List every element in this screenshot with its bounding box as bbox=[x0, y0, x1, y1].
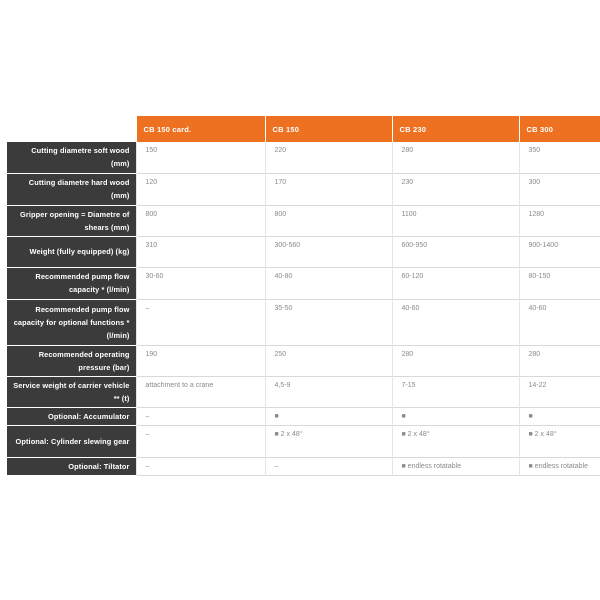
model-header-cb150-card: CB 150 card. bbox=[136, 116, 265, 142]
table-cell: 250 bbox=[265, 345, 392, 376]
table-cell: 1280 bbox=[519, 205, 600, 236]
row-label: Gripper opening = Diametre of shears (mm) bbox=[7, 205, 136, 236]
table-row bbox=[7, 205, 600, 236]
table-cell: 300 bbox=[519, 173, 600, 205]
table-cell: 280 bbox=[392, 142, 519, 173]
row-label: Recommended pump flow capacity * (l/min) bbox=[7, 267, 136, 299]
table-row bbox=[7, 407, 600, 425]
table-cell: 230 bbox=[392, 173, 519, 205]
table-cell: ■ 2 x 48° bbox=[265, 425, 392, 457]
table-cell: 310 bbox=[136, 236, 265, 267]
table-cell: – bbox=[265, 457, 392, 475]
table-cell: 35-50 bbox=[265, 299, 392, 345]
table-cell: – bbox=[136, 299, 265, 345]
table-cell: 7-15 bbox=[392, 376, 519, 407]
table-cell: 220 bbox=[265, 142, 392, 173]
model-header-cb150: CB 150 bbox=[265, 116, 392, 142]
row-label: Optional: Cylinder slewing gear bbox=[7, 425, 136, 457]
table-cell: 80-150 bbox=[519, 267, 600, 299]
table-cell: 800 bbox=[265, 205, 392, 236]
table-row bbox=[7, 236, 600, 267]
model-header-cb230: CB 230 bbox=[392, 116, 519, 142]
table-cell: 190 bbox=[136, 345, 265, 376]
table-row bbox=[7, 457, 600, 475]
row-label: Recommended operating pressure (bar) bbox=[7, 345, 136, 376]
model-header-cb300: CB 300 bbox=[519, 116, 600, 142]
table-cell: 40-60 bbox=[519, 299, 600, 345]
table-cell: 60-120 bbox=[392, 267, 519, 299]
table-cell: 40-80 bbox=[265, 267, 392, 299]
table-cell: 300-560 bbox=[265, 236, 392, 267]
table-cell: 120 bbox=[136, 173, 265, 205]
table-cell: 30-60 bbox=[136, 267, 265, 299]
table-cell: 350 bbox=[519, 142, 600, 173]
table-cell: 4,5-9 bbox=[265, 376, 392, 407]
table-cell: ■ endless rotatable bbox=[519, 457, 600, 475]
table-cell: ■ endless rotatable bbox=[392, 457, 519, 475]
table-cell: 800 bbox=[136, 205, 265, 236]
row-label: Cutting diametre soft wood (mm) bbox=[7, 142, 136, 173]
table-cell: ■ 2 x 48° bbox=[519, 425, 600, 457]
table-cell: ■ 2 x 48° bbox=[392, 425, 519, 457]
table-cell: – bbox=[136, 407, 265, 425]
specs-table bbox=[7, 116, 600, 476]
table-row bbox=[7, 425, 600, 457]
table-cell: attachment to a crane bbox=[136, 376, 265, 407]
row-label: Service weight of carrier vehicle ** (t) bbox=[7, 376, 136, 407]
table-cell: 170 bbox=[265, 173, 392, 205]
table-cell: ■ bbox=[519, 407, 600, 425]
row-label: Optional: Accumulator bbox=[7, 407, 136, 425]
table-cell: 150 bbox=[136, 142, 265, 173]
table-row bbox=[7, 299, 600, 345]
row-label: Weight (fully equipped) (kg) bbox=[7, 236, 136, 267]
table-cell: 900-1400 bbox=[519, 236, 600, 267]
row-label: Optional: Tiltator bbox=[7, 457, 136, 475]
table-row bbox=[7, 345, 600, 376]
table-row bbox=[7, 142, 600, 173]
table-cell: – bbox=[136, 457, 265, 475]
header-corner bbox=[7, 116, 136, 142]
table-cell: 280 bbox=[392, 345, 519, 376]
row-label: Cutting diametre hard wood (mm) bbox=[7, 173, 136, 205]
table-cell: ■ bbox=[392, 407, 519, 425]
table-cell: 600-950 bbox=[392, 236, 519, 267]
table-cell: ■ bbox=[265, 407, 392, 425]
table-row bbox=[7, 173, 600, 205]
header-row bbox=[7, 116, 600, 142]
table-row bbox=[7, 376, 600, 407]
table-cell: 40-60 bbox=[392, 299, 519, 345]
table-cell: 1100 bbox=[392, 205, 519, 236]
row-label: Recommended pump flow capacity for optional functions * (l/min) bbox=[7, 299, 136, 345]
table-cell: 14-22 bbox=[519, 376, 600, 407]
table-cell: – bbox=[136, 425, 265, 457]
table-row bbox=[7, 267, 600, 299]
table-cell: 280 bbox=[519, 345, 600, 376]
